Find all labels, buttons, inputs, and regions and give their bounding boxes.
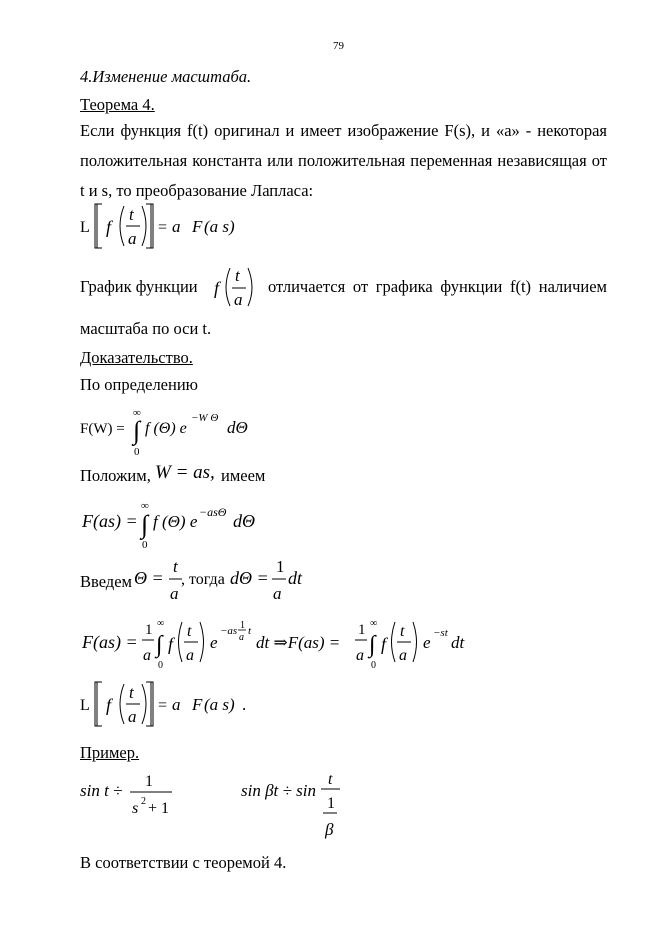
svg-text:β: β bbox=[325, 820, 334, 839]
svg-text:.: . bbox=[242, 695, 247, 714]
svg-text:0: 0 bbox=[134, 446, 140, 458]
svg-text:(a s): (a s) bbox=[204, 695, 235, 714]
svg-text:f: f bbox=[168, 634, 174, 654]
svg-text:a: a bbox=[399, 647, 407, 664]
formula-f-t-over-a bbox=[212, 262, 262, 312]
svg-text:2: 2 bbox=[141, 796, 146, 807]
svg-text:a: a bbox=[239, 632, 244, 643]
svg-text:t: t bbox=[129, 683, 134, 702]
svg-text:sin t ÷: sin t ÷ bbox=[80, 781, 123, 800]
graph-text-cont: масштаба по оси t. bbox=[80, 319, 212, 338]
svg-text:f: f bbox=[381, 634, 387, 654]
formula-theorem bbox=[78, 200, 278, 252]
svg-text:∫: ∫ bbox=[369, 632, 376, 658]
theorem-label: Теорема 4. bbox=[80, 95, 155, 114]
svg-text:1: 1 bbox=[240, 620, 245, 631]
svg-text:F(as) =: F(as) = bbox=[82, 632, 138, 652]
svg-text:t: t bbox=[129, 205, 134, 224]
svg-text:∞: ∞ bbox=[157, 618, 165, 629]
svg-text:∫: ∫ bbox=[133, 416, 141, 445]
svg-text:F(W) =: F(W) = bbox=[80, 421, 125, 437]
svg-text:a: a bbox=[234, 290, 243, 309]
svg-text:∞: ∞ bbox=[133, 407, 141, 419]
svg-text:a: a bbox=[143, 647, 151, 664]
formula-substitution bbox=[132, 556, 312, 606]
svg-text:sin βt ÷ sin: sin βt ÷ sin bbox=[241, 781, 316, 800]
svg-text:f: f bbox=[106, 695, 112, 715]
svg-text:t: t bbox=[328, 771, 333, 788]
svg-text:∞: ∞ bbox=[141, 500, 149, 512]
section-heading: 4.Изменение масштаба. bbox=[80, 67, 252, 86]
svg-text:dt: dt bbox=[288, 568, 303, 588]
svg-text:a: a bbox=[273, 584, 282, 603]
svg-text:a: a bbox=[128, 229, 137, 248]
svg-text:, тогда: , тогда bbox=[181, 571, 225, 588]
svg-text:a: a bbox=[172, 695, 181, 714]
svg-text:f (Θ) e: f (Θ) e bbox=[153, 512, 198, 531]
svg-text:−W Θ: −W Θ bbox=[191, 412, 219, 424]
svg-text:f: f bbox=[106, 217, 112, 237]
svg-text:dt ⇒F(as) =: dt ⇒F(as) = bbox=[256, 633, 341, 652]
svg-text:a: a bbox=[356, 647, 364, 664]
svg-text:t: t bbox=[173, 557, 178, 576]
svg-text:(a s): (a s) bbox=[204, 217, 235, 236]
page-number: 79 bbox=[333, 40, 344, 52]
svg-text:F: F bbox=[192, 695, 203, 714]
svg-text:a: a bbox=[186, 647, 194, 664]
formula-derivation bbox=[78, 612, 498, 672]
svg-text:f: f bbox=[214, 278, 220, 298]
svg-text:dΘ =: dΘ = bbox=[230, 568, 269, 588]
svg-text:=: = bbox=[158, 697, 168, 714]
svg-text:dt: dt bbox=[451, 633, 465, 652]
formula-substituted bbox=[78, 497, 288, 553]
svg-text:e: e bbox=[423, 633, 431, 652]
svg-text:s: s bbox=[132, 800, 139, 817]
proof-label: Доказательство. bbox=[80, 348, 193, 367]
svg-text:L: L bbox=[80, 697, 90, 714]
formula-conclusion bbox=[78, 678, 298, 730]
have-text: имеем bbox=[221, 466, 266, 485]
svg-text:1: 1 bbox=[276, 557, 285, 576]
graph-text-start: График функции bbox=[80, 277, 198, 296]
svg-text:1: 1 bbox=[358, 622, 366, 638]
svg-text:L: L bbox=[80, 219, 90, 236]
put-formula: W = as, bbox=[155, 462, 215, 483]
theorem-text: Если функция f(t) оригинал и имеет изображение F(s), и «a» - некоторая положительная константа или положительная переменная независящая от t и s, то преобразование Лапласа: bbox=[80, 121, 607, 200]
svg-text:∞: ∞ bbox=[370, 618, 378, 629]
final-text: В соответствии с теоремой 4. bbox=[80, 853, 287, 872]
svg-text:F(as) =: F(as) = bbox=[82, 511, 138, 531]
svg-text:t: t bbox=[248, 625, 252, 637]
by-definition: По определению bbox=[80, 375, 198, 394]
formula-examples bbox=[78, 768, 378, 848]
svg-text:t: t bbox=[235, 266, 240, 285]
svg-text:dΘ: dΘ bbox=[233, 511, 255, 531]
introduce-text: Введем bbox=[80, 572, 132, 591]
svg-text:−as: −as bbox=[220, 625, 238, 637]
svg-text:1: 1 bbox=[145, 773, 153, 790]
svg-text:f (Θ) e: f (Θ) e bbox=[145, 420, 187, 437]
svg-text:∫: ∫ bbox=[141, 510, 149, 539]
svg-text:∫: ∫ bbox=[156, 632, 163, 658]
svg-text:a: a bbox=[172, 217, 181, 236]
svg-text:e: e bbox=[210, 633, 218, 652]
svg-text:0: 0 bbox=[371, 660, 376, 671]
svg-text:1: 1 bbox=[145, 622, 153, 638]
svg-text:a: a bbox=[170, 584, 179, 603]
example-label: Пример. bbox=[80, 743, 140, 762]
formula-definition bbox=[78, 402, 278, 460]
svg-text:t: t bbox=[400, 623, 405, 640]
svg-text:1: 1 bbox=[327, 795, 335, 812]
svg-text:a: a bbox=[128, 707, 137, 726]
svg-text:t: t bbox=[187, 623, 192, 640]
svg-text:−asΘ: −asΘ bbox=[199, 505, 227, 519]
svg-text:+ 1: + 1 bbox=[148, 800, 170, 817]
svg-text:F: F bbox=[192, 217, 203, 236]
svg-text:0: 0 bbox=[142, 539, 148, 551]
put-text: Положим, bbox=[80, 466, 151, 485]
svg-text:dΘ: dΘ bbox=[227, 418, 248, 437]
svg-text:Θ =: Θ = bbox=[134, 568, 164, 588]
graph-text-end: отличается от графика функции f(t) наличием bbox=[268, 277, 607, 296]
svg-text:−st: −st bbox=[433, 627, 448, 639]
svg-text:=: = bbox=[158, 219, 168, 236]
svg-text:0: 0 bbox=[158, 660, 163, 671]
